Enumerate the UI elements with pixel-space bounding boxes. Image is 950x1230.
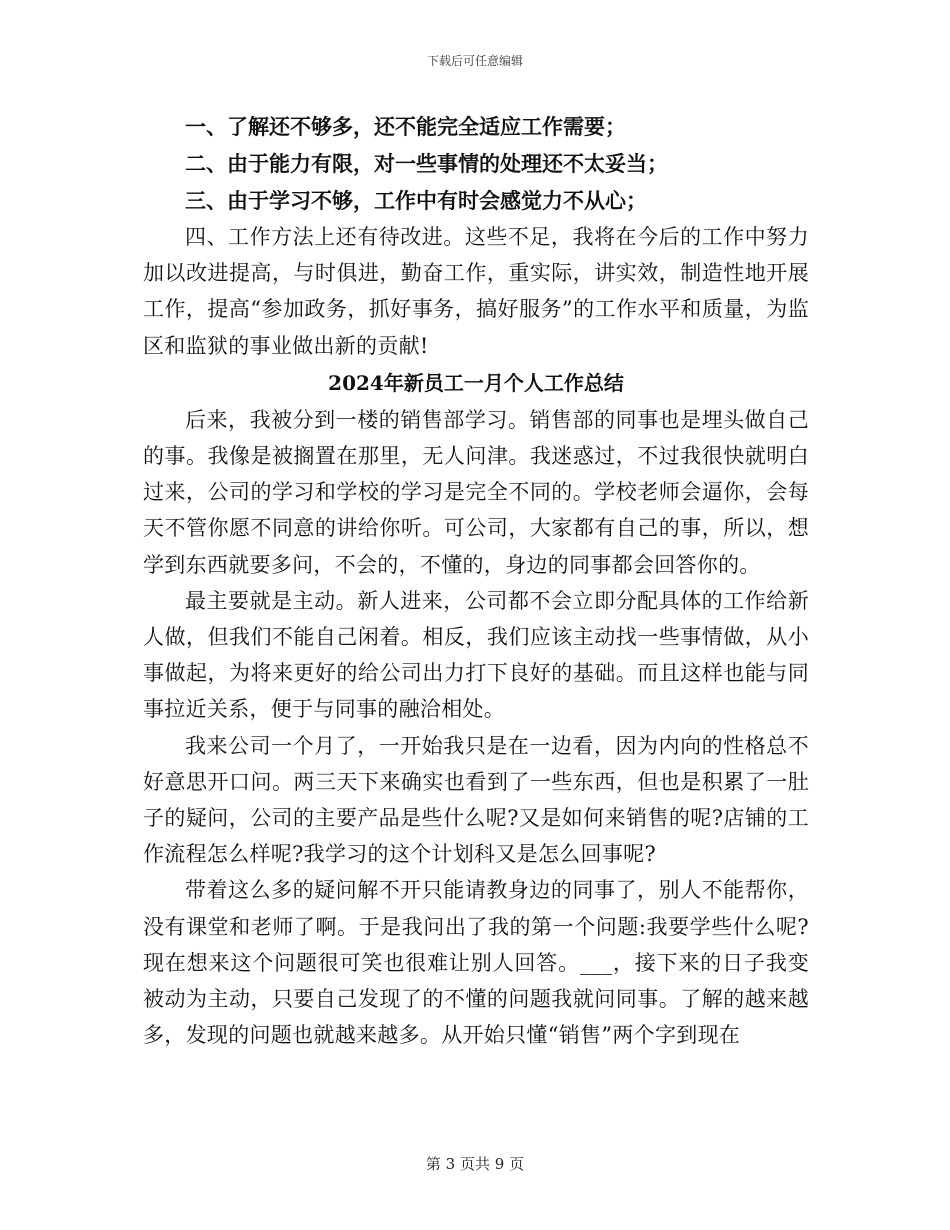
paragraph-first-month: 我来公司一个月了，一开始我只是在一边看，因为内向的性格总不好意思开口问。两三天下来确实也看到了一些东西，但也是积累了一肚子的疑问，公司的主要产品是些什么呢?又是如何来销售的呢?店铺的工作流程怎么样呢?我学习的这个计划科又是怎么回事呢? [143, 733, 809, 867]
shortcoming-item-3: 三、由于学习不够，工作中有时会感觉力不从心； [185, 188, 647, 213]
page-header: 下载后可任意编辑 [426, 54, 523, 68]
paragraph-sales-dept: 后来，我被分到一楼的销售部学习。销售部的同事也是埋头做自己的事。我像是被搁置在那里，无人问津。我迷惑过，不过我很快就明白过来，公司的学习和学校的学习是完全不同的。学校老师会逼你，会每天不管你愿不同意的讲给你听。可公司，大家都有自己的事，所以，想学到东西就要多问，不会的，不懂的，身边的同事都会回答你的。 [143, 407, 809, 577]
document-body [143, 108, 809, 1053]
paragraph-improvement: 四、工作方法上还有待改进。这些不足，我将在今后的工作中努力加以改进提高，与时俱进，勤奋工作，重实际，讲实效，制造性地开展工作，提高“参加政务，抓好事务，搞好服务”的工作水平和质量，为监区和监狱的事业做出新的贡献! [143, 225, 809, 358]
paragraph-initiative: 最主要就是主动。新人进来，公司都不会立即分配具体的工作给新人做，但我们不能自己闲着。相反，我们应该主动找一些事情做，从小事做起，为将来更好的给公司出力打下良好的基础。而且这样也能与同事拉近关系，便于与同事的融洽相处。 [143, 588, 809, 722]
paragraph-questions: 带着这么多的疑问解不开只能请教身边的同事了，别人不能帮你，没有课堂和老师了啊。于是我问出了我的第一个问题:我要学些什么呢?现在想来这个问题很可笑也很难让别人回答。___，接下来的日子我变被动为主动，只要自己发现了的不懂的问题我就问同事。了解的越来越多，发现的问题也就越来越多。从开始只懂“销售”两个字到现在 [143, 878, 809, 1048]
shortcoming-item-2: 二、由于能力有限，对一些事情的处理还不太妥当； [185, 151, 668, 176]
shortcoming-item-1: 一、了解还不够多，还不能完全适应工作需要； [185, 114, 626, 139]
section-title: 2024年新员工一月个人工作总结 [328, 370, 624, 395]
page-footer: 第 3 页共 9 页 [425, 1155, 525, 1173]
